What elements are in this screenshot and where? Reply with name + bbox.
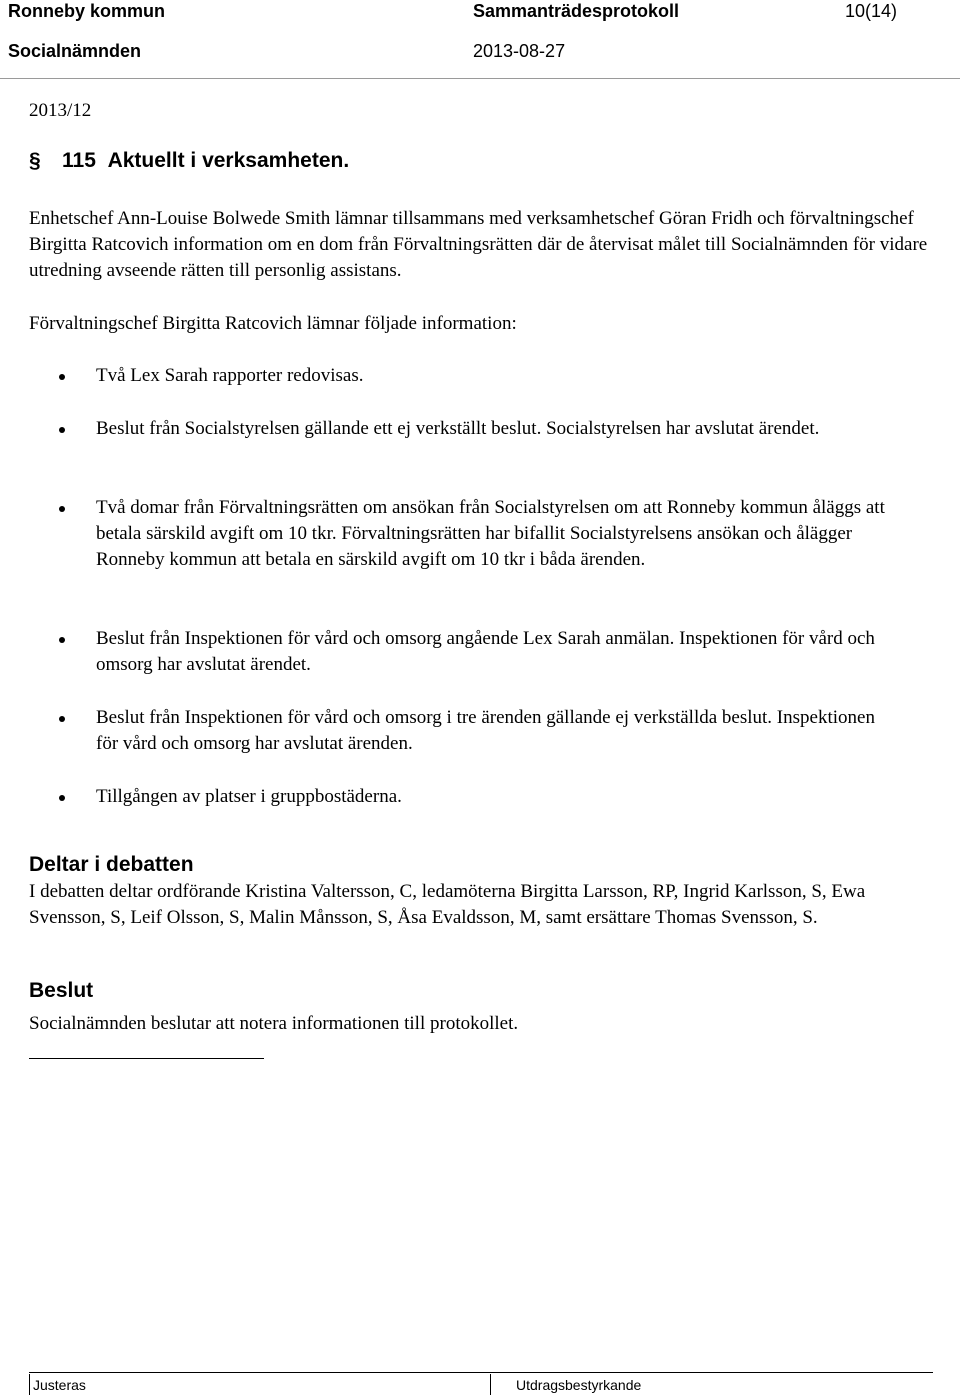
list-item: Två domar från Förvaltningsrätten om ansökan från Socialstyrelsen om att Ronneby kommun åläggs att betala särskild avgift om 10 tkr. Förvaltningsrätten har bifallit Socialstyrelsens ansökan och ålägger Ronneby kommun att betala en särskild avgift om 10 tkr i båda ärenden. <box>96 495 896 573</box>
debate-paragraph: I debatten deltar ordförande Kristina Valtersson, C, ledamöterna Birgitta Larsson, RP, Ingrid Karlsson, S, Ewa Svensson, S, Leif Olsson, S, Malin Månsson, S, Åsa Evaldsson, M, samt ersättare Thomas Svensson, S. <box>29 881 866 928</box>
case-number: 2013/12 <box>29 100 92 121</box>
debate-heading: Deltar i debatten <box>29 853 194 876</box>
section-symbol: § <box>29 149 41 172</box>
lead-paragraph: Förvaltningschef Birgitta Ratcovich lämnar följade information: <box>29 313 517 334</box>
bullet-icon <box>59 637 65 643</box>
footer-box-divider <box>490 1374 491 1395</box>
list-item: Två Lex Sarah rapporter redovisas. <box>96 363 896 389</box>
list-item: Beslut från Inspektionen för vård och omsorg angående Lex Sarah anmälan. Inspektionen för vård och omsorg har avslutat ärendet. <box>96 626 896 678</box>
bullet-icon <box>59 427 65 433</box>
bullet-icon <box>59 716 65 722</box>
paragraph-number: 115 <box>62 149 96 172</box>
header-doc-type: Sammanträdesprotokoll <box>473 1 680 21</box>
header-page-number: 10(14) <box>845 1 898 21</box>
footer-box-left-edge <box>29 1374 30 1395</box>
list-item: Beslut från Socialstyrelsen gällande ett ej verkställt beslut. Socialstyrelsen har avslutat ärendet. <box>96 416 896 442</box>
signature-line <box>29 1058 264 1059</box>
paragraph-heading: Aktuellt i verksamheten. <box>107 149 350 172</box>
footer-divider <box>29 1372 933 1373</box>
list-item: Tillgången av platser i gruppbostäderna. <box>96 784 896 810</box>
decision-heading: Beslut <box>29 979 94 1002</box>
decision-paragraph: Socialnämnden beslutar att notera informationen till protokollet. <box>29 1013 519 1034</box>
header-date: 2013-08-27 <box>473 41 566 61</box>
header-divider <box>0 78 960 79</box>
footer-utdragsbestyrkande: Utdragsbestyrkande <box>516 1377 642 1393</box>
bullet-icon <box>59 374 65 380</box>
footer-justeras: Justeras <box>33 1377 86 1393</box>
list-item: Beslut från Inspektionen för vård och omsorg i tre ärenden gällande ej verkställda beslut. Inspektionen för vård och omsorg har avslutat ärenden. <box>96 705 896 757</box>
header-board: Socialnämnden <box>8 41 142 61</box>
bullet-icon <box>59 795 65 801</box>
header-municipality: Ronneby kommun <box>8 1 166 21</box>
bullet-icon <box>59 506 65 512</box>
paragraph-title <box>29 149 349 173</box>
intro-paragraph: Enhetschef Ann-Louise Bolwede Smith lämnar tillsammans med verksamhetschef Göran Fridh och förvaltningschef Birgitta Ratcovich information om en dom från Förvaltningsrätten där de återvisat målet till Socialnämnden för vidare utredning avseende rätten till personlig assistans. <box>29 208 928 281</box>
